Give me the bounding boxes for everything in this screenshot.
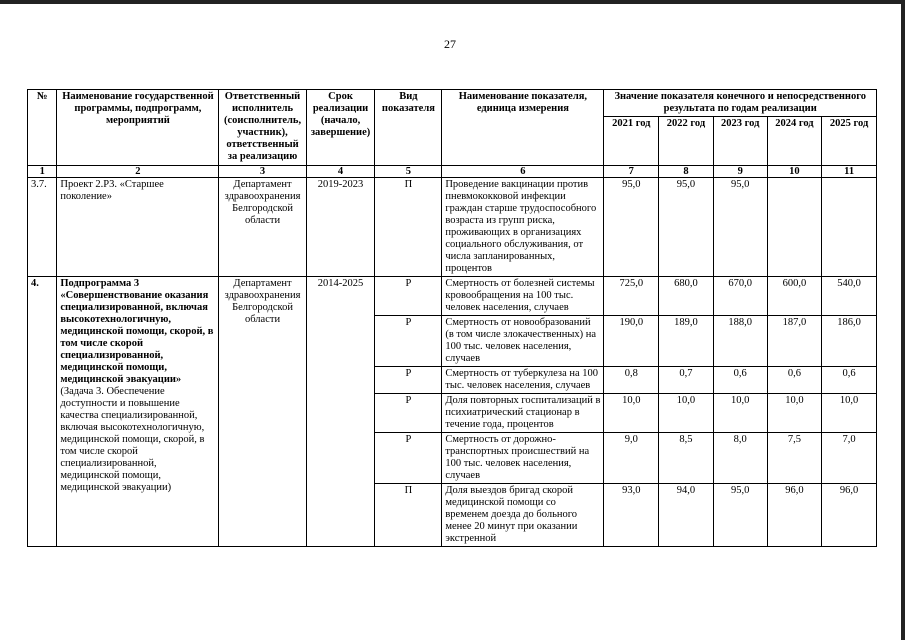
row-value <box>767 178 822 277</box>
header-program-name: Наименование государственной программы, подпрограмм, мероприятий <box>57 90 219 166</box>
indicator-value: 96,0 <box>767 484 822 547</box>
row-value <box>822 178 877 277</box>
header-year: 2022 год <box>659 117 714 166</box>
column-number: 9 <box>713 166 767 178</box>
indicators-table <box>27 89 877 547</box>
page-number: 27 <box>444 37 456 51</box>
subprogram-name: Подпрограмма 3 «Совершенствование оказания специализированной, включая высокотехнологичную, медицинской помощи, скорой, в том числе скорой специализированной, медицинской помощи, медицинской эвакуации» <box>60 278 214 385</box>
header-executor: Ответственный исполнитель (соисполнитель, участник), ответственный за реализацию <box>219 90 306 166</box>
indicator-value: 94,0 <box>659 484 714 547</box>
row-number: 3.7. <box>28 178 57 277</box>
column-number: 11 <box>822 166 877 178</box>
header-indicator-name: Наименование показателя, единица измерения <box>442 90 604 166</box>
indicator-value: 7,0 <box>822 433 877 484</box>
row-executor: Департамент здравоохранения Белгородской области <box>219 178 306 277</box>
indicator-value: 188,0 <box>713 316 767 367</box>
indicator-type: Р <box>375 367 442 394</box>
indicator-value: 10,0 <box>767 394 822 433</box>
subprogram-executor: Департамент здравоохранения Белгородской области <box>219 277 306 547</box>
indicator-type: Р <box>375 394 442 433</box>
indicator-value: 93,0 <box>604 484 659 547</box>
column-number: 10 <box>767 166 822 178</box>
indicator-value: 10,0 <box>604 394 659 433</box>
indicator-value: 9,0 <box>604 433 659 484</box>
indicator-type: Р <box>375 433 442 484</box>
header-values-group: Значение показателя конечного и непосредственного результата по годам реализации <box>604 90 877 117</box>
indicator-name: Смертность от новообразований (в том числе злокачественных) на 100 тыс. человек населения, случаев <box>442 316 604 367</box>
indicator-value: 0,6 <box>767 367 822 394</box>
indicator-value: 10,0 <box>713 394 767 433</box>
row-indicator-type: П <box>375 178 442 277</box>
column-number: 6 <box>442 166 604 178</box>
column-number: 5 <box>375 166 442 178</box>
row-value: 95,0 <box>713 178 767 277</box>
indicator-value: 10,0 <box>659 394 714 433</box>
column-number: 3 <box>219 166 306 178</box>
indicator-value: 190,0 <box>604 316 659 367</box>
scan-top-border <box>0 0 905 4</box>
column-number: 8 <box>659 166 714 178</box>
row-name: Проект 2.Р3. «Старшее поколение» <box>57 178 219 277</box>
indicator-value: 189,0 <box>659 316 714 367</box>
indicator-type: Р <box>375 277 442 316</box>
indicator-name: Смертность от туберкулеза на 100 тыс. человек населения, случаев <box>442 367 604 394</box>
header-indicator-type: Вид показателя <box>375 90 442 166</box>
indicator-name: Доля выездов бригад скорой медицинской помощи со временем доезда до больного менее 20 минут при оказании экстренной <box>442 484 604 547</box>
indicator-value: 670,0 <box>713 277 767 316</box>
header-year: 2025 год <box>822 117 877 166</box>
indicator-value: 96,0 <box>822 484 877 547</box>
indicator-value: 680,0 <box>659 277 714 316</box>
subprogram-number: 4. <box>28 277 57 547</box>
column-numbers-row <box>28 166 877 178</box>
indicator-type: Р <box>375 316 442 367</box>
indicator-name: Доля повторных госпитализаций в психиатрический стационар в течение года, процентов <box>442 394 604 433</box>
row-value: 95,0 <box>604 178 659 277</box>
indicator-value: 0,6 <box>822 367 877 394</box>
row-indicator-name: Проведение вакцинации против пневмококковой инфекции граждан старше трудоспособного возраста из групп риска, проживающих в организациях социального обслуживания, от числа запланированных, процентов <box>442 178 604 277</box>
indicator-value: 8,0 <box>713 433 767 484</box>
row-value: 95,0 <box>659 178 714 277</box>
table-row <box>28 277 877 316</box>
indicator-value: 0,7 <box>659 367 714 394</box>
indicator-name: Смертность от болезней системы кровообращения на 100 тыс. человек населения, случаев <box>442 277 604 316</box>
indicator-type: П <box>375 484 442 547</box>
indicator-value: 7,5 <box>767 433 822 484</box>
header-no: № <box>28 90 57 166</box>
indicator-value: 95,0 <box>713 484 767 547</box>
indicator-value: 540,0 <box>822 277 877 316</box>
header-year: 2021 год <box>604 117 659 166</box>
header-year: 2024 год <box>767 117 822 166</box>
indicator-value: 8,5 <box>659 433 714 484</box>
indicator-name: Смертность от дорожно-транспортных происшествий на 100 тыс. человек населения, случаев <box>442 433 604 484</box>
subprogram-period: 2014-2025 <box>306 277 375 547</box>
column-number: 2 <box>57 166 219 178</box>
column-number: 7 <box>604 166 659 178</box>
scan-right-border <box>901 0 905 640</box>
header-year: 2023 год <box>713 117 767 166</box>
subprogram-name-cell <box>57 277 219 547</box>
column-number: 4 <box>306 166 375 178</box>
table-row <box>28 178 877 277</box>
indicator-value: 600,0 <box>767 277 822 316</box>
row-period: 2019-2023 <box>306 178 375 277</box>
indicator-value: 186,0 <box>822 316 877 367</box>
indicator-value: 725,0 <box>604 277 659 316</box>
header-row-1 <box>28 90 877 117</box>
indicator-value: 10,0 <box>822 394 877 433</box>
indicator-value: 0,8 <box>604 367 659 394</box>
subprogram-task: (Задача 3. Обеспечение доступности и повышение качества специализированной, включая высокотехнологичную, медицинской помощи, скорой, в том числе скорой специализированной, медицинской помощи, медицинской эвакуации) <box>60 386 205 493</box>
indicator-value: 187,0 <box>767 316 822 367</box>
indicator-value: 0,6 <box>713 367 767 394</box>
header-period: Срок реализации (начало, завершение) <box>306 90 375 166</box>
column-number: 1 <box>28 166 57 178</box>
